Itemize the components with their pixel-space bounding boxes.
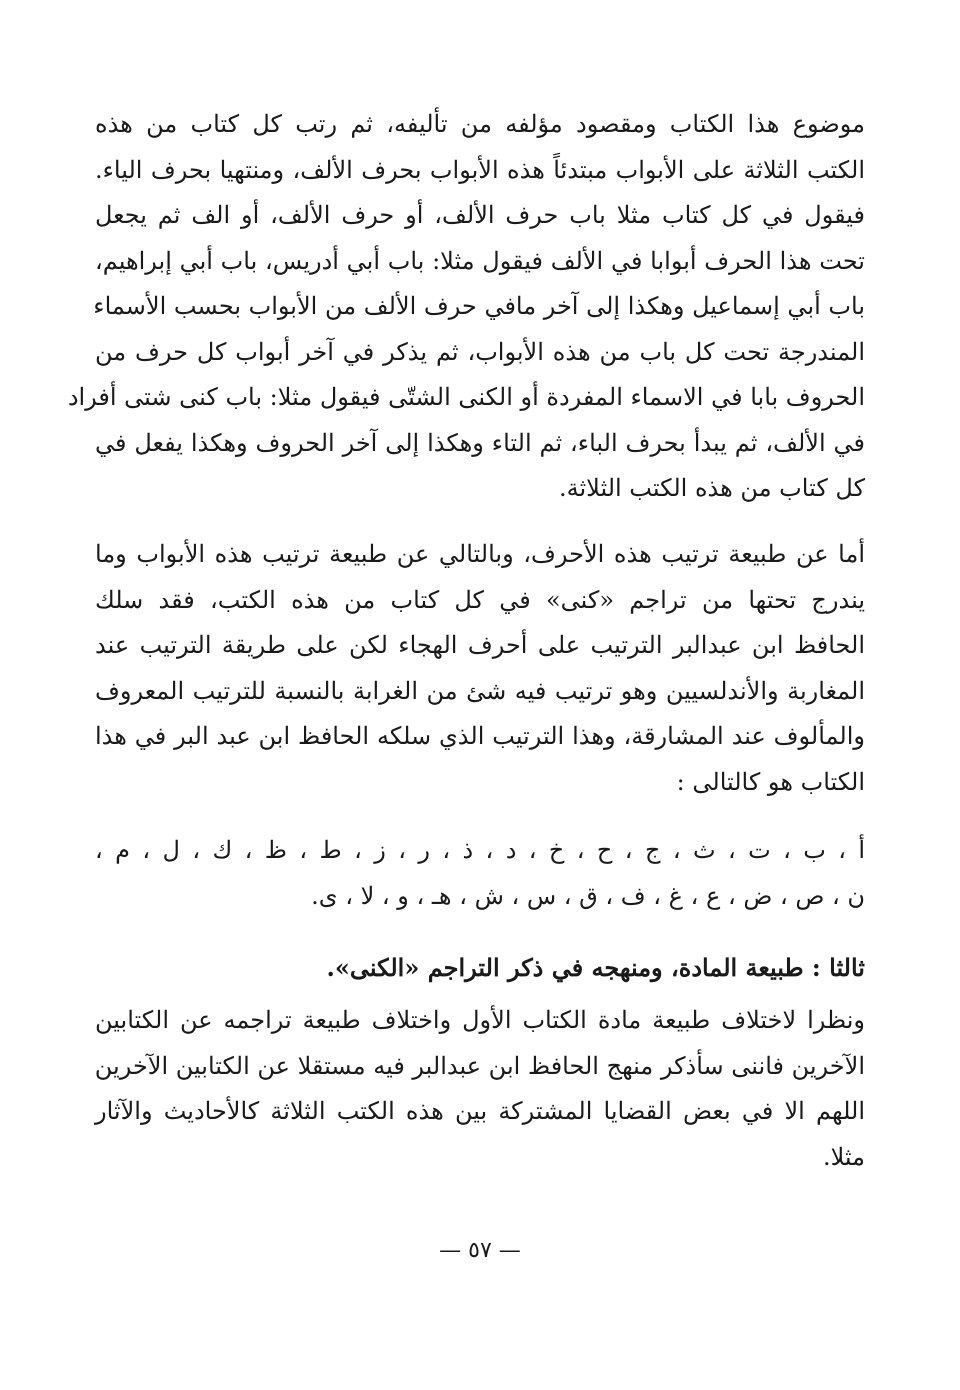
text-line: الكتاب هو كالتالى : — [676, 767, 865, 796]
text-line: المندرجة تحت كل باب من هذه الأبواب، ثم يذكر في آخر أبواب كل حرف من — [95, 337, 865, 366]
text-line: أما عن طبيعة ترتيب هذه الأحرف، وبالتالي عن طبيعة ترتيب هذه الأبواب وما — [95, 540, 865, 568]
text-line: باب أبي إسماعيل وهكذا إلى آخر مافي حرف الألف من الأبواب بحسب الأسماء — [93, 292, 865, 320]
text-line: الكتب الثلاثة على الأبواب مبتدئاً هذه الأبواب بحرف الألف، ومنتهيا بحرف الياء. — [95, 155, 865, 184]
text-line: موضوع هذا الكتاب ومقصود مؤلفه من تأليفه، ثم رتب كل كتاب من هذه — [95, 110, 865, 138]
page-number: — ٥٧ — — [439, 1238, 521, 1263]
text-line: اللهم الا في بعض القضايا المشتركة بين هذه الكتب الثلاثة كالأحاديث والآثار — [95, 1097, 865, 1125]
text-line: كل كتاب من هذه الكتب الثلاثة. — [558, 474, 865, 502]
text-line: يندرج تحتها من تراجم «كنى» في كل كتاب من هذه الكتب، فقد سلك — [95, 585, 865, 614]
text-line: الحافظ ابن عبدالبر الترتيب على أحرف الهجاء لكن على طريقة الترتيب عند — [95, 631, 865, 659]
text-line: والمألوف عند المشارقة، وهذا الترتيب الذي سلكه الحافظ ابن عبد البر في هذا — [95, 722, 865, 750]
text-line: الآخرين فاننى سأذكر منهج الحافظ ابن عبدالبر فيه مستقلا عن الكتابين الآخرين — [94, 1051, 865, 1080]
text-line: مثلا. — [822, 1142, 865, 1171]
text-line: تحت هذا الحرف أبوابا في الألف فيقول مثلا: باب أبي أدريس، باب أبي إبراهيم، — [95, 246, 865, 275]
text-line: المغاربة والأندلسيين وهو ترتيب فيه شئ من الغرابة بالنسبة للترتيب المعروف — [95, 676, 866, 705]
text-line: ن ، ص ، ض ، ع ، غ ، ف ، ق ، س ، ش ، هـ ، و ، لا ، ى. — [311, 881, 865, 910]
text-line: الحروف بابا في الاسماء المفردة أو الكنى الشتّى فيقول مثلا: باب كنى شتى أفراد — [67, 383, 865, 411]
paragraph-letter-order — [95, 532, 865, 805]
text-line: أ ، ب ، ت ، ث ، ج ، ح ، خ ، د ، ذ ، ر ، ز ، ط ، ظ ، ك ، ل ، م ، — [95, 836, 865, 864]
section-heading: ثالثا : طبيعة المادة، ومنهجه في ذكر التراجم «الكنى». — [326, 953, 865, 982]
text-line: في الألف، ثم يبدأ بحرف الباء، ثم التاء وهكذا إلى آخر الحروف وهكذا يفعل في — [95, 428, 865, 457]
paragraph-book-arrangement — [67, 102, 865, 512]
alphabet-order-list — [95, 828, 865, 919]
text-line: ونظرا لاختلاف طبيعة مادة الكتاب الأول واختلاف طبيعة تراجمه عن الكتابين — [95, 1006, 865, 1034]
paragraph-methodology — [95, 998, 865, 1180]
text-line: فيقول في كل كتاب مثلا باب حرف الألف، أو حرف الألف، أو الف ثم يجعل — [95, 201, 865, 229]
